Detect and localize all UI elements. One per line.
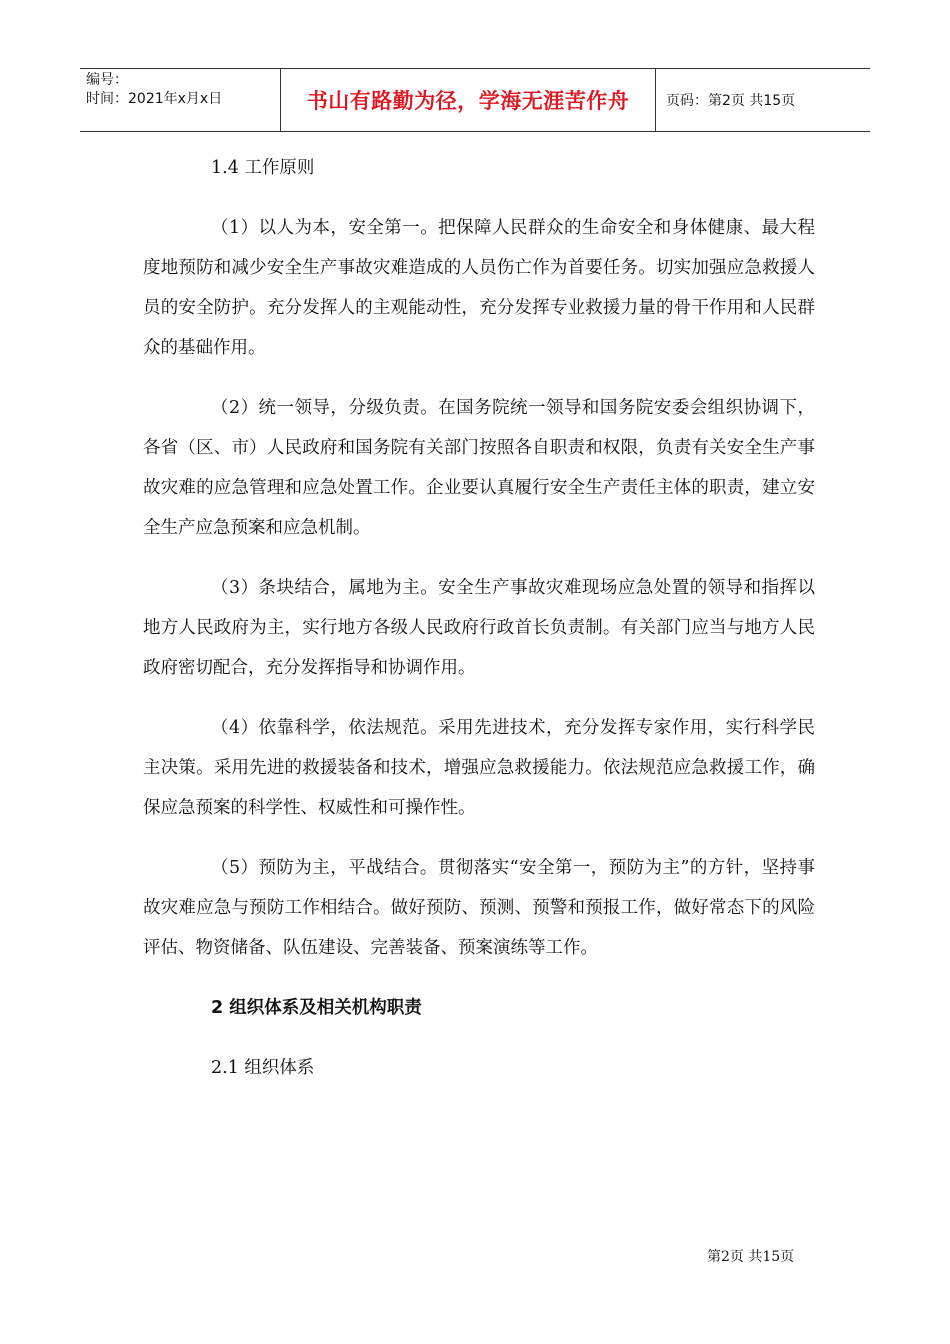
paragraph-principle-5: （5）预防为主，平战结合。贯彻落实“安全第一，预防为主”的方针，坚持事故灾难应急与预防工作相结合。做好预防、预测、预警和预报工作，做好常态下的风险评估、物资储备、队伍建设、完善装备、预案演练等工作。 (143, 858, 815, 958)
section-heading-2-1: 2.1 组织体系 (211, 1058, 315, 1078)
section-heading-2: 2 组织体系及相关机构职责 (211, 998, 422, 1018)
paragraph-principle-4: （4）依靠科学，依法规范。采用先进技术，充分发挥专家作用，实行科学民主决策。采用先进的救援装备和技术，增强应急救援能力。依法规范应急救援工作，确保应急预案的科学性、权威性和可操作性。 (143, 718, 815, 818)
page-header (80, 68, 870, 132)
header-page-info: 页码：第2页 共15页 (666, 93, 796, 109)
paragraph-principle-3: （3）条块结合，属地为主。安全生产事故灾难现场应急处置的领导和指挥以地方人民政府为主，实行地方各级人民政府行政首长负责制。有关部门应当与地方人民政府密切配合，充分发挥指导和协调作用。 (143, 578, 815, 678)
paragraph-principle-2: （2）统一领导，分级负责。在国务院统一领导和国务院安委会组织协调下，各省（区、市）人民政府和国务院有关部门按照各自职责和权限，负责有关安全生产事故灾难的应急管理和应急处置工作。企业要认真履行安全生产责任主体的职责，建立安全生产应急预案和应急机制。 (143, 398, 815, 538)
document-time: 时间：2021年x月x日 (86, 91, 223, 107)
header-motto: 书山有路勤为径，学海无涯苦作舟 (281, 69, 656, 131)
page-footer: 第2页 共15页 (707, 1249, 795, 1265)
document-body (143, 148, 815, 1108)
section-heading-1-4: 1.4 工作原则 (211, 158, 315, 178)
header-meta (80, 69, 281, 131)
document-code-label: 编号： (86, 72, 128, 88)
paragraph-principle-1: （1）以人为本，安全第一。把保障人民群众的生命安全和身体健康、最大程度地预防和减少安全生产事故灾难造成的人员伤亡作为首要任务。切实加强应急救援人员的安全防护。充分发挥人的主观能动性，充分发挥专业救援力量的骨干作用和人民群众的基础作用。 (143, 218, 815, 358)
